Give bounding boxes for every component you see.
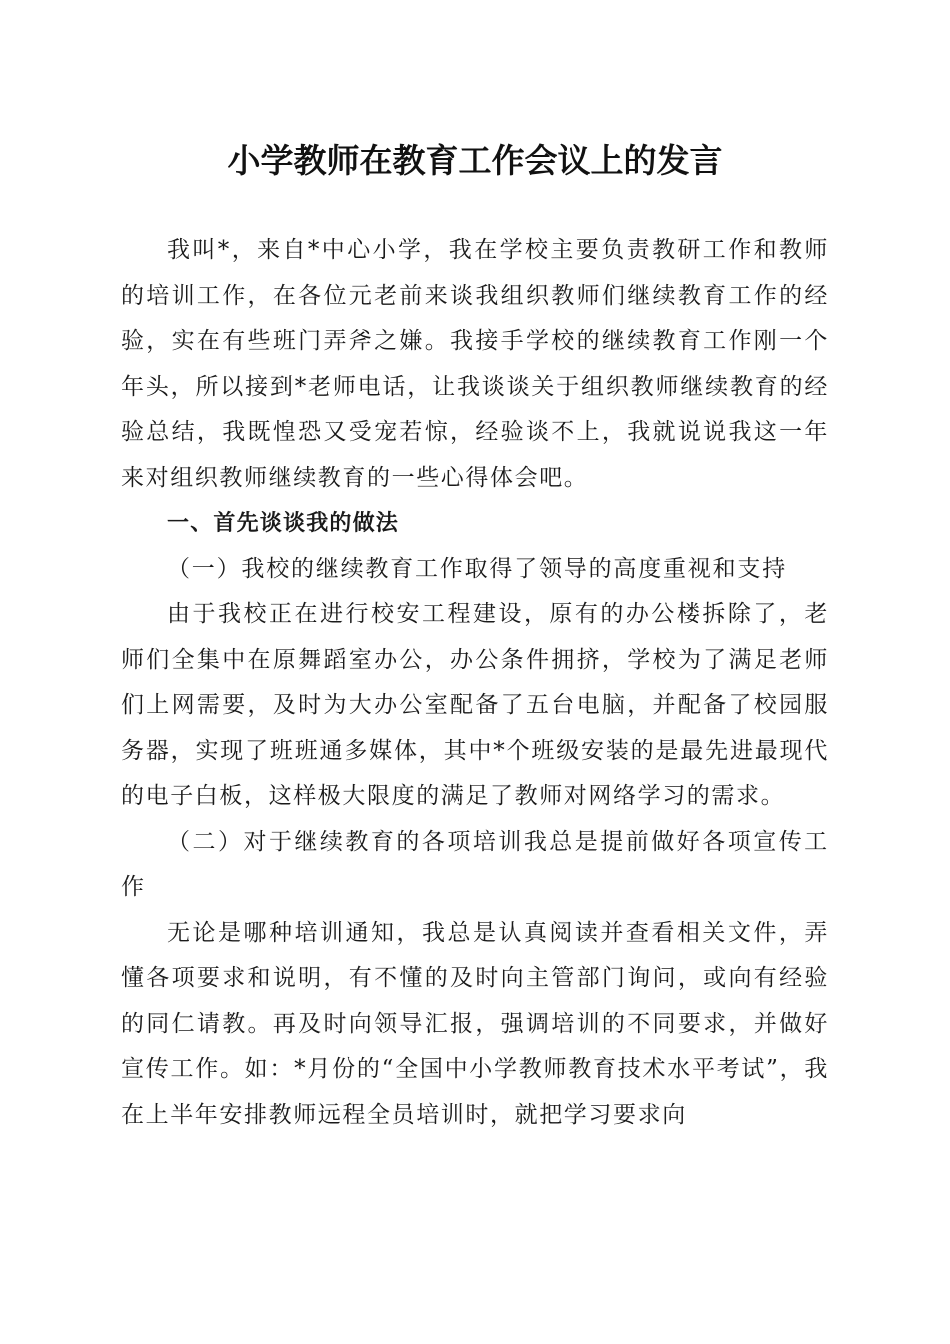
document-body bbox=[121, 228, 829, 1138]
section-heading-1: 一、首先谈谈我的做法 bbox=[167, 511, 400, 536]
body-paragraph-1: 由于我校正在进行校安工程建设，原有的办公楼拆除了，老师们全集中在原舞蹈室办公，办公条件拥挤，学校为了满足老师们上网需要，及时为大办公室配备了五台电脑，并配备了校园服务器，实现了班班通多媒体，其中*个班级安装的是最先进最现代的电子白板，这样极大限度的满足了教师对网络学习的需求。 bbox=[121, 601, 829, 809]
document-title: 小学教师在教育工作会议上的发言 bbox=[227, 141, 723, 180]
subsection-heading-2: （二）对于继续教育的各项培训我总是提前做好各项宣传工作 bbox=[121, 828, 829, 900]
subsection-heading-1: （一）我校的继续教育工作取得了领导的高度重视和支持 bbox=[167, 555, 787, 582]
body-paragraph-2: 无论是哪种培训通知，我总是认真阅读并查看相关文件，弄懂各项要求和说明，有不懂的及时向主管部门询问，或向有经验的同仁请教。再及时向领导汇报，强调培训的不同要求，并做好宣传工作。如：*月份的“全国中小学教师教育技术水平考试”，我在上半年安排教师远程全员培训时，就把学习要求向 bbox=[121, 919, 829, 1128]
intro-paragraph: 我叫*，来自*中心小学，我在学校主要负责教研工作和教师的培训工作，在各位元老前来谈我组织教师们继续教育工作的经验，实在有些班门弄斧之嫌。我接手学校的继续教育工作刚一个年头，所以接到*老师电话，让我谈谈关于组织教师继续教育的经验总结，我既惶恐又受宠若惊，经验谈不上，我就说说我这一年来对组织教师继续教育的一些心得体会吧。 bbox=[121, 237, 829, 491]
